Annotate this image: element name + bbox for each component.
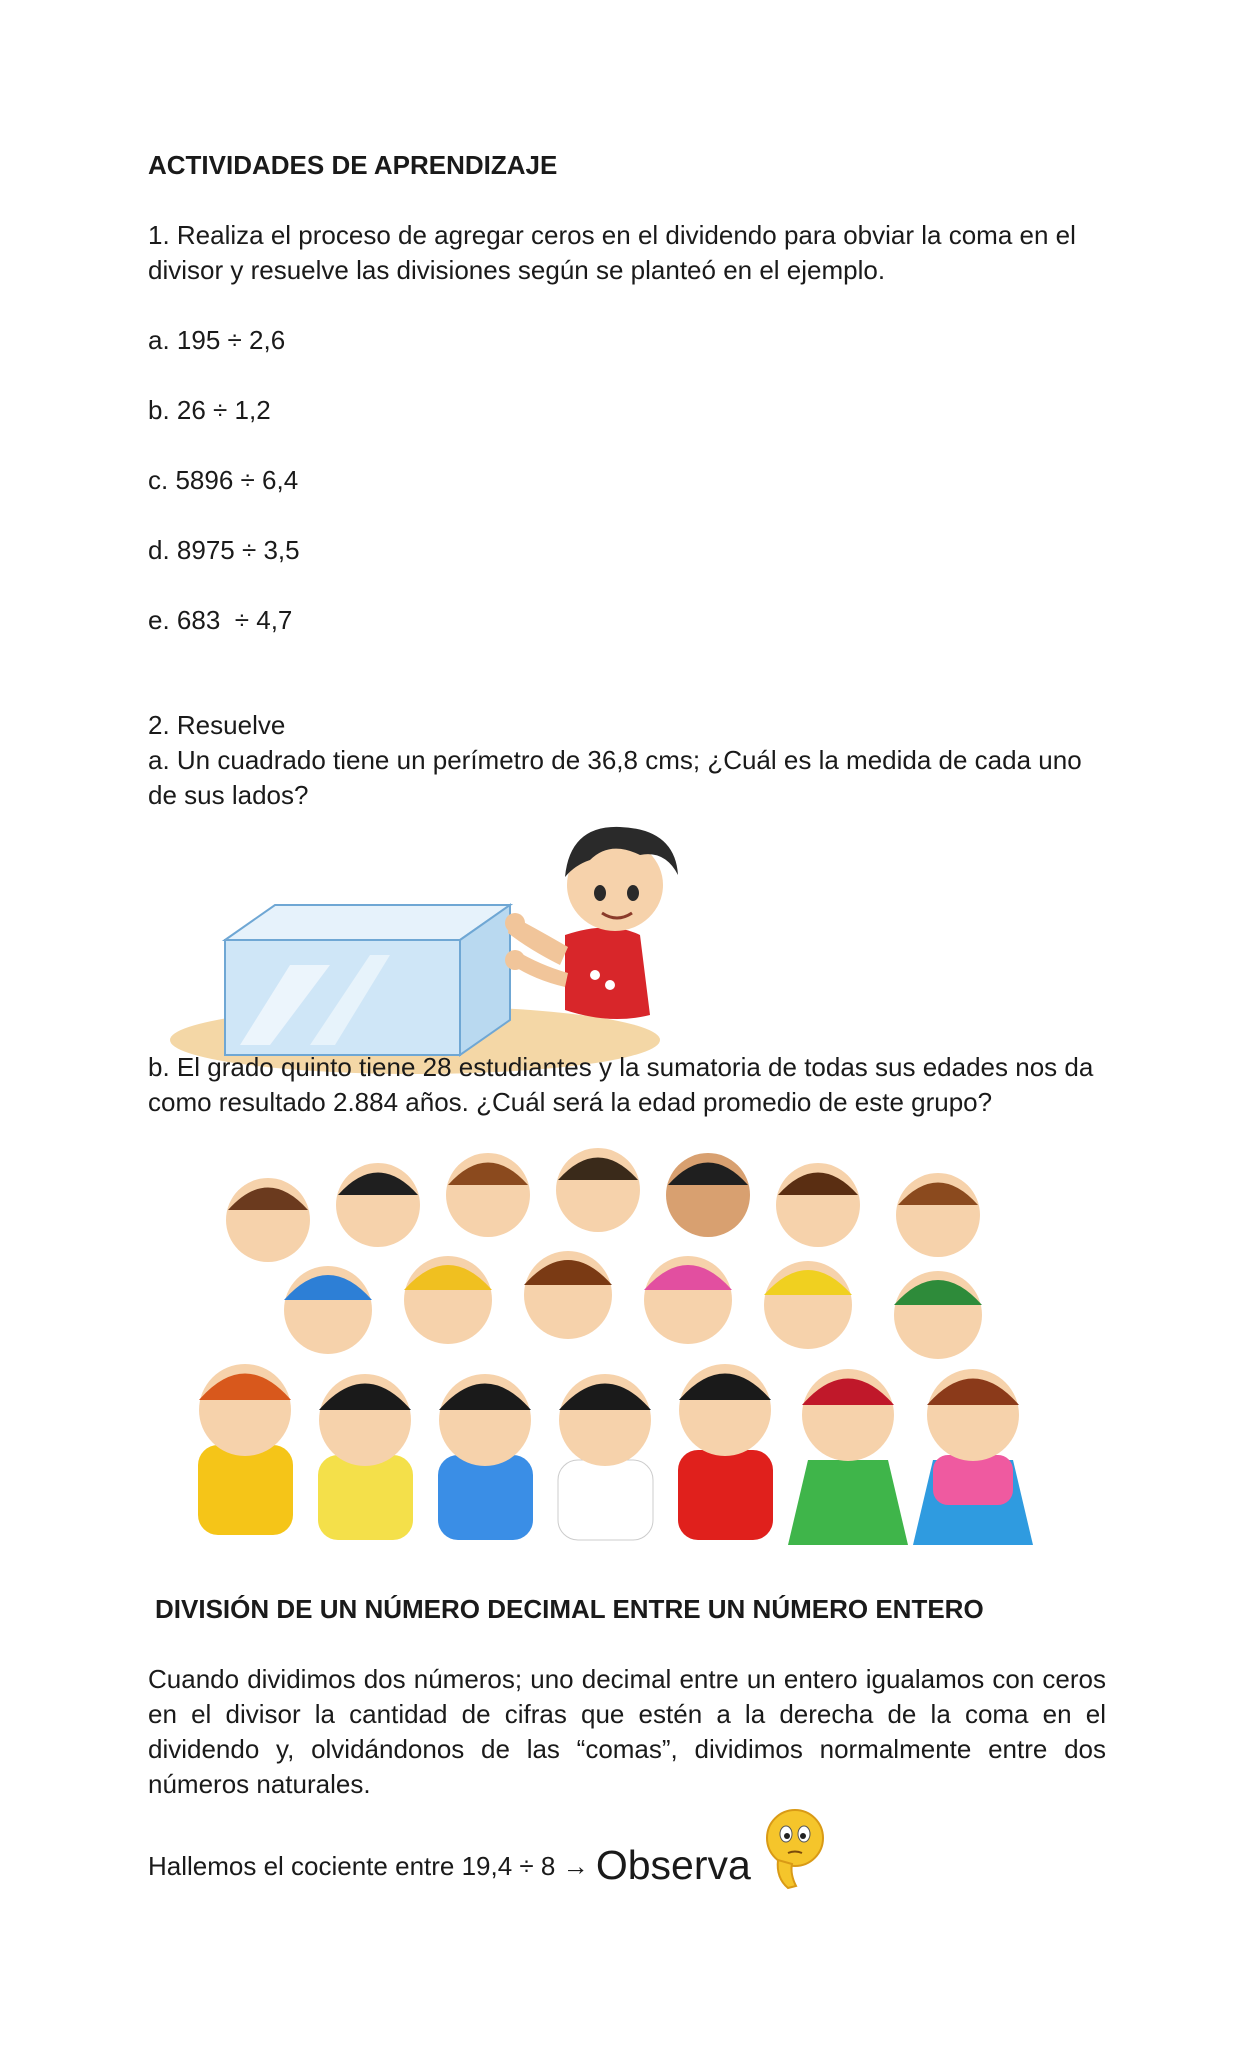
activity1-instruction: 1. Realiza el proceso de agregar ceros en el dividendo para obviar la coma en el divisor y resuelve las divisiones según se planteó en el ejemplo. (148, 220, 1076, 285)
activity1-item-e: e. 683 ÷ 4,7 (148, 605, 293, 635)
children-group-illustration (148, 1125, 1108, 1575)
example-prefix: Hallemos el cociente entre 19,4 ÷ 8 → (148, 1851, 589, 1881)
activity1-item-a: a. 195 ÷ 2,6 (148, 325, 286, 355)
example-emphasis: Observa (595, 1842, 751, 1888)
page-title: ACTIVIDADES DE APRENDIZAJE (148, 150, 558, 180)
thinking-emoji-icon (762, 1808, 828, 1892)
activity2-problem-b: b. El grado quinto tiene 28 estudiantes y la sumatoria de todas sus edades nos da como resultado 2.884 años. ¿Cuál será la edad promedio de este grupo? (148, 1052, 1094, 1117)
children-back-row (226, 1148, 980, 1262)
activity2-heading: 2. Resuelve (148, 710, 286, 740)
children-front-row (198, 1364, 1033, 1545)
boy (505, 827, 678, 1019)
boy-with-box-illustration (170, 815, 730, 1080)
activity1-item-c: c. 5896 ÷ 6,4 (148, 465, 299, 495)
section-heading: DIVISIÓN DE UN NÚMERO DECIMAL ENTRE UN NÚMERO ENTERO (155, 1594, 984, 1624)
activity2-problem-a: a. Un cuadrado tiene un perímetro de 36,8 cms; ¿Cuál es la medida de cada uno de sus lados? (148, 745, 1082, 810)
glass-box (225, 905, 510, 1055)
activity1-item-b: b. 26 ÷ 1,2 (148, 395, 271, 425)
section-paragraph: Cuando dividimos dos números; uno decimal entre un entero igualamos con ceros en el divisor la cantidad de cifras que estén a la derecha de la coma en el dividendo y, olvidándonos de las “comas”, dividimos normalmente entre dos números naturales. (148, 1664, 1106, 1799)
example-line (148, 1842, 751, 1888)
activity1-item-d: d. 8975 ÷ 3,5 (148, 535, 300, 565)
children-middle-row (284, 1251, 982, 1359)
